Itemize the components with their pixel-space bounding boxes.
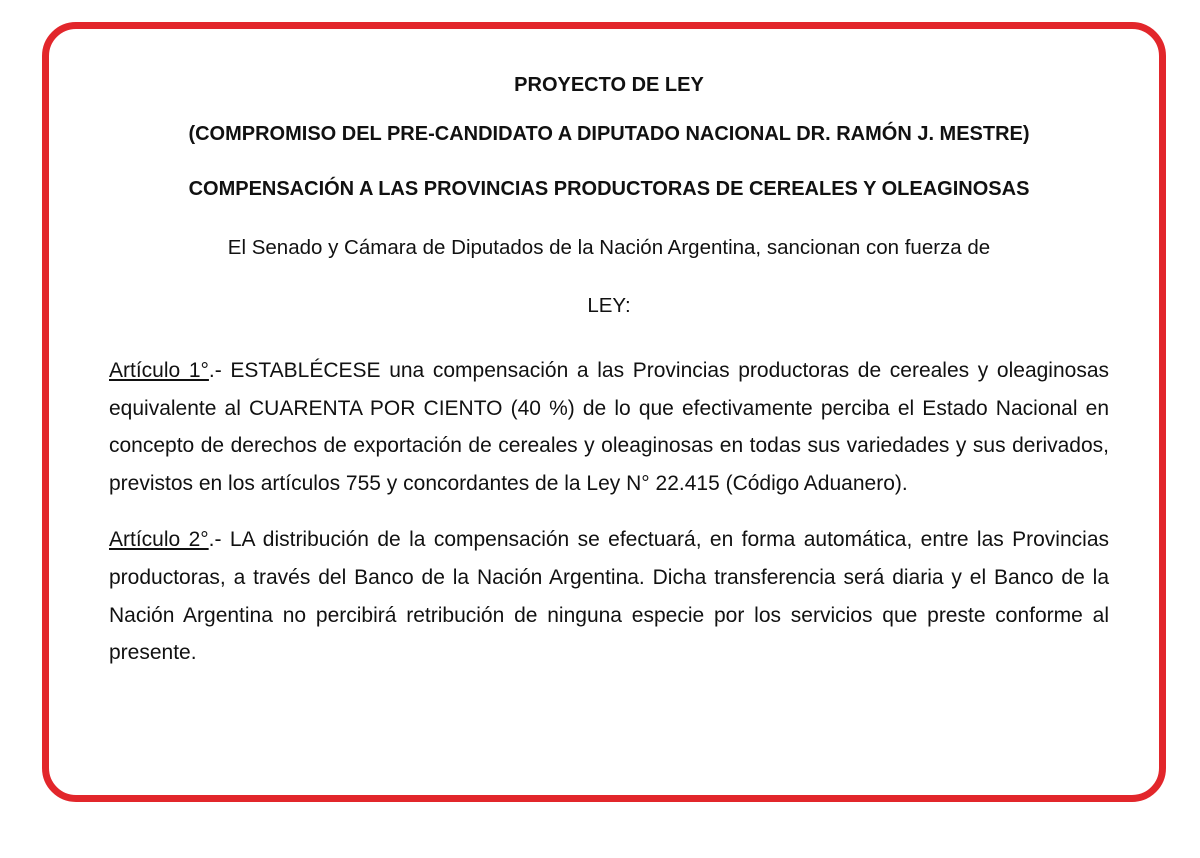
ley-heading: LEY: — [587, 294, 631, 317]
document-title: PROYECTO DE LEY — [514, 74, 704, 96]
article-1-label: Artículo 1° — [109, 359, 209, 382]
article-1 — [109, 352, 1109, 502]
document-topic: COMPENSACIÓN A LAS PROVINCIAS PRODUCTORAS DE CEREALES Y OLEAGINOSAS — [188, 178, 1030, 200]
document-body — [109, 59, 1109, 672]
article-2 — [109, 521, 1109, 671]
article-1-text: .- ESTABLÉCESE una compensación a las Provincias productoras de cereales y oleaginosas equivalente al CUARENTA POR CIENTO (40 %) de lo que efectivamente perciba el Estado Nacional en concepto de derechos de exportación de cereales y oleaginosas en todas sus variedades y sus derivados, previstos en los artículos 755 y concordantes de la Ley N° 22.415 (Código Aduanero). — [109, 359, 1110, 495]
enacting-clause: El Senado y Cámara de Diputados de la Nación Argentina, sancionan con fuerza de — [227, 236, 991, 259]
document-subtitle: (COMPROMISO DEL PRE-CANDIDATO A DIPUTADO NACIONAL DR. RAMÓN J. MESTRE) — [188, 123, 1030, 145]
article-2-text: .- LA distribución de la compensación se efectuará, en forma automática, entre las Provincias productoras, a través del Banco de la Nación Argentina. Dicha transferencia será diaria y el Banco de la Nación Argentina no percibirá retribución de ninguna especie por los servicios que preste conforme al presente. — [109, 528, 1109, 665]
article-2-label: Artículo 2° — [109, 528, 209, 552]
document-frame — [42, 22, 1166, 802]
